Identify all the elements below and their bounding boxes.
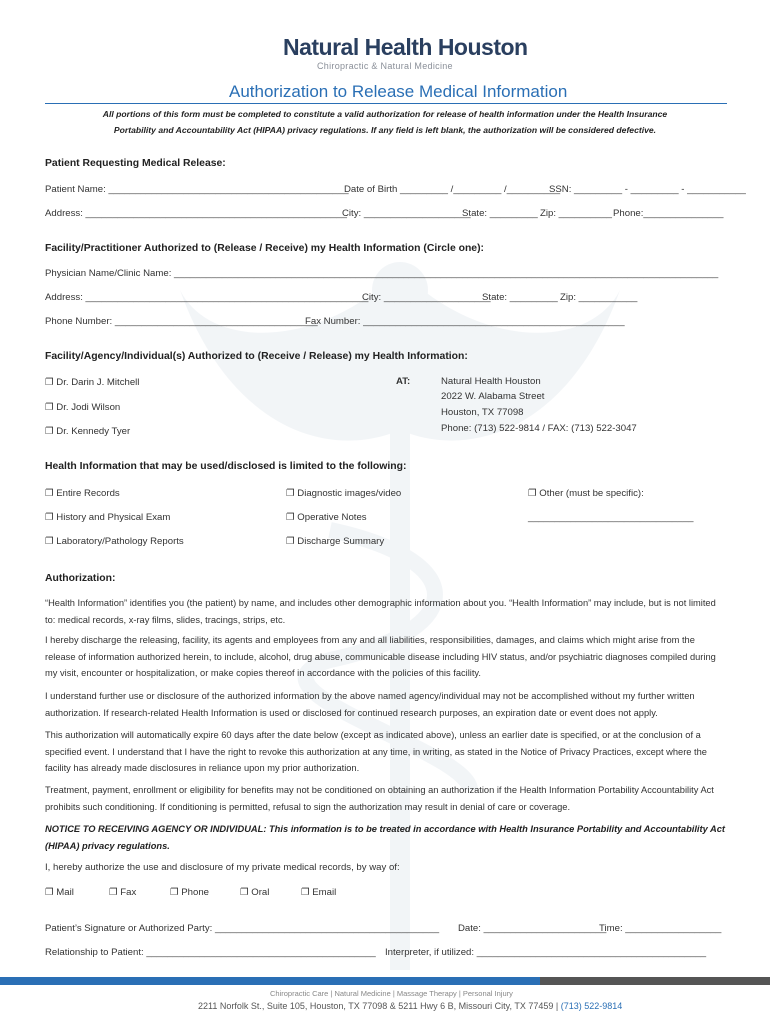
signature-date-field[interactable]: Date: _______________________ <box>458 923 607 934</box>
footer-bar <box>0 977 770 985</box>
clinic-phone: Phone: (713) 522-9814 / FAX: (713) 522-3047 <box>441 423 637 434</box>
clinic-city: Houston, TX 77098 <box>441 407 524 418</box>
patient-heading: Patient Requesting Medical Release: <box>45 158 226 169</box>
method-phone-checkbox[interactable]: ❐ Phone <box>170 887 210 898</box>
history-exam-checkbox[interactable]: ❐ History and Physical Exam <box>45 512 171 523</box>
diagnostic-images-checkbox[interactable]: ❐ Diagnostic images/video <box>286 488 402 499</box>
ssn-field[interactable]: SSN: _________ - _________ - ___________ <box>549 184 746 195</box>
footer-bar-blue <box>0 977 540 985</box>
facility-state-field[interactable]: State: _________ <box>482 292 558 303</box>
auth-paragraph-4: This authorization will automatically expire 60 days after the date below (except as indicated above), unless an earlier date is specified, or at the conclusion of a specified event. I understand that I have the right to revoke this authorization at any time, in writing, as stated in the Notice of Privacy Practices, except where the facility has already made disclosures in reliance upon my prior authorization. <box>45 730 707 773</box>
patient-address-field[interactable]: Address: _________________________________________________ <box>45 208 347 219</box>
facility-city-field[interactable]: City: ____________________ <box>362 292 491 303</box>
clinic-name: Natural Health Houston <box>441 376 541 387</box>
footer-address <box>198 1001 622 1011</box>
discharge-summary-checkbox[interactable]: ❐ Discharge Summary <box>286 536 385 547</box>
footer-bar-gray <box>540 977 770 985</box>
patient-city-field[interactable]: City: ____________________ <box>342 208 471 219</box>
entire-records-checkbox[interactable]: ❐ Entire Records <box>45 488 120 499</box>
lab-reports-checkbox[interactable]: ❐ Laboratory/Pathology Reports <box>45 536 184 547</box>
logo-name: Natural Health Houston <box>283 34 528 60</box>
signature-field[interactable]: Patient’s Signature or Authorized Party: __________________________________________ <box>45 923 440 934</box>
auth-paragraph-5: Treatment, payment, enrollment or eligibility for benefits may not be conditioned on obtaining an authorization if the Health Information Portability Accountability Act prohibits such conditioning. If conditioning is permitted, refusal to sign the authorization may result in denial of care or coverage. <box>45 785 714 812</box>
signature-time-field[interactable]: Time: __________________ <box>599 923 722 934</box>
doctor-checkbox-mitchell[interactable]: ❐ Dr. Darin J. Mitchell <box>45 377 140 388</box>
agency-heading: Facility/Agency/Individual(s) Authorized to (Receive / Release) my Health Information: <box>45 351 468 362</box>
intro-note-line2: Portability and Accountability Act (HIPAA) privacy regulations. If any field is left blank, the authorization will be considered defective. <box>113 125 657 135</box>
auth-paragraph-1: “Health Information” identifies you (the patient) by name, and includes other demographic information about you. “Health Information” may include, but is not limited to: medical records, x-ray films, slides, tracings, strips, etc. <box>45 598 716 625</box>
authorize-text: I, hereby authorize the use and disclosure of my private medical records, by way of: <box>45 862 400 873</box>
other-specify-field[interactable]: _______________________________ <box>528 512 694 523</box>
patient-state-field[interactable]: State: _________ <box>462 208 538 219</box>
facility-phone-field[interactable]: Phone Number: ______________________________________ <box>45 316 318 327</box>
other-checkbox[interactable]: ❐ Other (must be specific): <box>528 488 644 499</box>
operative-notes-checkbox[interactable]: ❐ Operative Notes <box>286 512 367 523</box>
footer-address-text: 2211 Norfolk St., Suite 105, Houston, TX 77098 & 5211 Hwy 6 B, Missouri City, TX 77459 | <box>198 1001 559 1011</box>
method-oral-checkbox[interactable]: ❐ Oral <box>240 887 270 898</box>
notice-text: NOTICE TO RECEIVING AGENCY OR INDIVIDUAL: This information is to be treated in accordance with Health Insurance Portability and Accountability Act (HIPAA) privacy regulations. <box>45 824 725 851</box>
facility-fax-field[interactable]: Fax Number: _________________________________________________ <box>305 316 625 327</box>
title-divider <box>45 103 727 104</box>
authorization-heading: Authorization: <box>45 573 116 584</box>
patient-phone-field[interactable]: Phone:_______________ <box>613 208 724 219</box>
relationship-field[interactable]: Relationship to Patient: ___________________________________________ <box>45 947 376 958</box>
patient-zip-field[interactable]: Zip: __________ <box>540 208 613 219</box>
doctor-checkbox-tyer[interactable]: ❐ Dr. Kennedy Tyer <box>45 426 131 437</box>
doctor-checkbox-wilson[interactable]: ❐ Dr. Jodi Wilson <box>45 402 121 413</box>
info-heading: Health Information that may be used/disclosed is limited to the following: <box>45 461 407 472</box>
facility-address-field[interactable]: Address: _____________________________________________________ <box>45 292 369 303</box>
intro-note-line1: All portions of this form must be completed to constitute a valid authorization for release of health information under the Health Insurance <box>102 109 668 119</box>
page-title: Authorization to Release Medical Information <box>229 82 568 101</box>
clinic-street: 2022 W. Alabama Street <box>441 391 545 402</box>
dob-field[interactable]: Date of Birth _________ /_________ /__________ <box>344 184 561 195</box>
footer-services: Chiropractic Care | Natural Medicine | Massage Therapy | Personal Injury <box>270 989 513 998</box>
footer-phone: (713) 522-9814 <box>560 1001 623 1011</box>
facility-heading: Facility/Practitioner Authorized to (Release / Receive) my Health Information (Circle one): <box>45 243 485 254</box>
physician-name-field[interactable]: Physician Name/Clinic Name: ______________________________________________________________________________________________________ <box>45 268 719 279</box>
auth-paragraph-2: I hereby discharge the releasing, facility, its agents and employees from any and all liabilities, responsibilities, damages, and claims which might arise from the release of information authorized herein, to include, alcohol, drug abuse, communicable disease including HIV status, and/or psychiatric diagnoses compiled during my visit, encounter or hospitalization, or make copies thereof in accordance with the policies of this facility. <box>45 635 716 678</box>
interpreter-field[interactable]: Interpreter, if utilized: ___________________________________________ <box>385 947 707 958</box>
logo-tagline: Chiropractic & Natural Medicine <box>317 61 453 71</box>
method-email-checkbox[interactable]: ❐ Email <box>301 887 337 898</box>
method-mail-checkbox[interactable]: ❐ Mail <box>45 887 74 898</box>
at-label: AT: <box>396 376 411 387</box>
patient-name-field[interactable]: Patient Name: _____________________________________________ <box>45 184 349 195</box>
facility-zip-field[interactable]: Zip: ___________ <box>560 292 638 303</box>
auth-paragraph-3: I understand further use or disclosure of the authorized information by the above named agency/individual may not be accomplished without my further written authorization. If research-related Health Information is used or disclosed for continued research purposes, an expiration date or event does not apply. <box>45 691 695 718</box>
method-fax-checkbox[interactable]: ❐ Fax <box>109 887 137 898</box>
